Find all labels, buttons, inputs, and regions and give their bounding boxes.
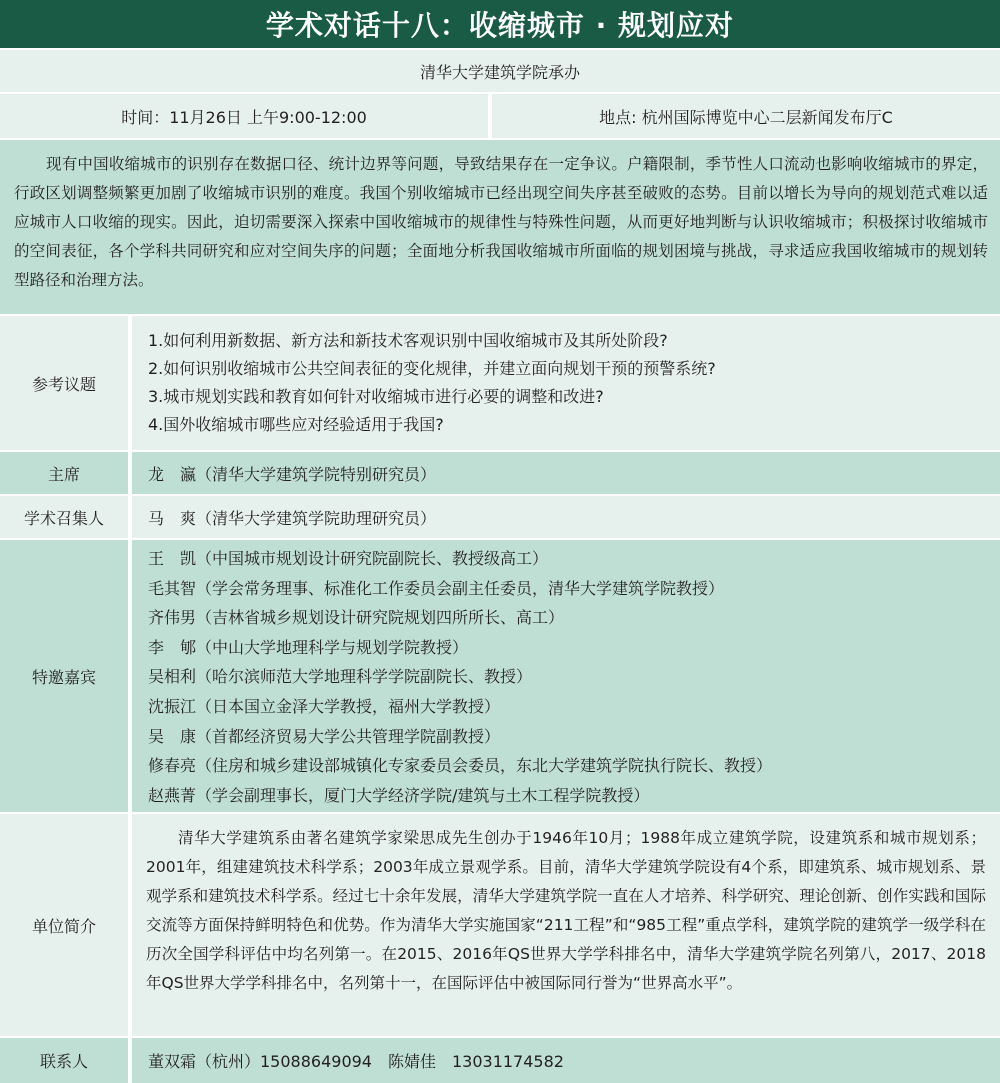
event-info-row <box>0 94 1000 138</box>
convener-row <box>0 496 1000 538</box>
guests-row <box>0 540 1000 812</box>
intro-paragraph: 现有中国收缩城市的识别存在数据口径、统计边界等问题，导致结果存在一定争议。户籍限制，季节性人口流动也影响收缩城市的界定，行政区划调整频繁更加剧了收缩城市识别的难度。我国个别收缩城市已经出现空间失序甚至破败的态势。目前以增长为导向的规划范式难以适应城市人口收缩的现实。因此，迫切需要深入探索中国收缩城市的规律性与特殊性问题，从而更好地判断与认识收缩城市；积极探讨收缩城市的空间表征，各个学科共同研究和应对空间失序的问题；全面地分析我国收缩城市所面临的规划困境与挑战，寻求适应我国收缩城市的规划转型路径和治理方法。 <box>14 155 988 289</box>
convener-value: 马 爽（清华大学建筑学院助理研究员） <box>132 496 1000 538</box>
topics-label: 参考议题 <box>0 316 128 450</box>
guest-item: 吴相利（哈尔滨师范大学地理科学学院副院长、教授） <box>148 667 533 687</box>
guest-item: 沈振江（日本国立金泽大学教授，福州大学教授） <box>148 696 501 716</box>
guest-item: 吴 康（首都经济贸易大学公共管理学院副教授） <box>148 726 501 746</box>
guest-item: 赵燕菁（学会副理事长，厦门大学经济学院/建筑与土木工程学院教授） <box>148 785 650 805</box>
guest-item: 修春亮（住房和城乡建设部城镇化专家委员会委员，东北大学建筑学院执行院长、教授） <box>148 756 773 776</box>
topics-row <box>0 316 1000 450</box>
page-title: 学术对话十八：收缩城市 · 规划应对 <box>0 0 1000 48</box>
unit-intro-label: 单位简介 <box>0 814 128 1036</box>
topics-list <box>132 316 1000 450</box>
topic-item: 1.如何利用新数据、新方法和新技术客观识别中国收缩城市及其所处阶段? <box>148 331 668 350</box>
contact-row <box>0 1038 1000 1083</box>
unit-intro-text: 清华大学建筑系由著名建筑学家梁思成先生创办于1946年10月；1988年成立建筑学院，设建筑系和城市规划系；2001年，组建建筑技术科学系；2003年成立景观学系。目前，清华大学建筑学院设有4个系，即建筑系、城市规划系、景观学系和建筑技术科学系。经过七十余年发展，清华大学建筑学院一直在人才培养、科学研究、理论创新、创作实践和国际交流等方面保持鲜明特色和优势。作为清华大学实施国家“211工程”和“985工程”重点学科，建筑学院的建筑学一级学科在历次全国学科评估中均名列第一。在2015、2016年QS世界大学学科排名中，清华大学建筑学院名列第八，2017、2018年QS世界大学学科排名中，名列第十一，在国际评估中被国际同行誉为“世界高水平”。 <box>146 829 986 992</box>
chair-value: 龙 瀛（清华大学建筑学院特别研究员） <box>132 452 1000 494</box>
event-time: 时间：11月26日 上午9:00-12:00 <box>0 94 488 138</box>
contact-label: 联系人 <box>0 1038 128 1083</box>
contact-value: 董双霜（杭州）15088649094 陈婧佳 13031174582 <box>132 1038 1000 1083</box>
guest-item: 王 凯（中国城市规划设计研究院副院长、教授级高工） <box>148 549 549 568</box>
guests-label: 特邀嘉宾 <box>0 540 128 812</box>
topic-item: 4.国外收缩城市哪些应对经验适用于我国? <box>148 415 444 434</box>
unit-intro-row <box>0 814 1000 1036</box>
topic-item: 3.城市规划实践和教育如何针对收缩城市进行必要的调整和改进? <box>148 387 604 406</box>
topic-item: 2.如何识别收缩城市公共空间表征的变化规律，并建立面向规划干预的预警系统? <box>148 359 716 378</box>
unit-intro-content <box>132 814 1000 1036</box>
event-location: 地点: 杭州国际博览中心二层新闻发布厅C <box>492 94 1000 138</box>
organizer-line: 清华大学建筑学院承办 <box>0 50 1000 92</box>
convener-label: 学术召集人 <box>0 496 128 538</box>
guest-item: 李 郇（中山大学地理科学与规划学院教授） <box>148 637 469 657</box>
guest-item: 齐伟男（吉林省城乡规划设计研究院规划四所所长、高工） <box>148 608 565 628</box>
chair-row <box>0 452 1000 494</box>
chair-label: 主席 <box>0 452 128 494</box>
guests-list <box>132 540 1000 812</box>
guest-item: 毛其智（学会常务理事、标准化工作委员会副主任委员，清华大学建筑学院教授） <box>148 578 725 598</box>
intro-section <box>0 140 1000 314</box>
